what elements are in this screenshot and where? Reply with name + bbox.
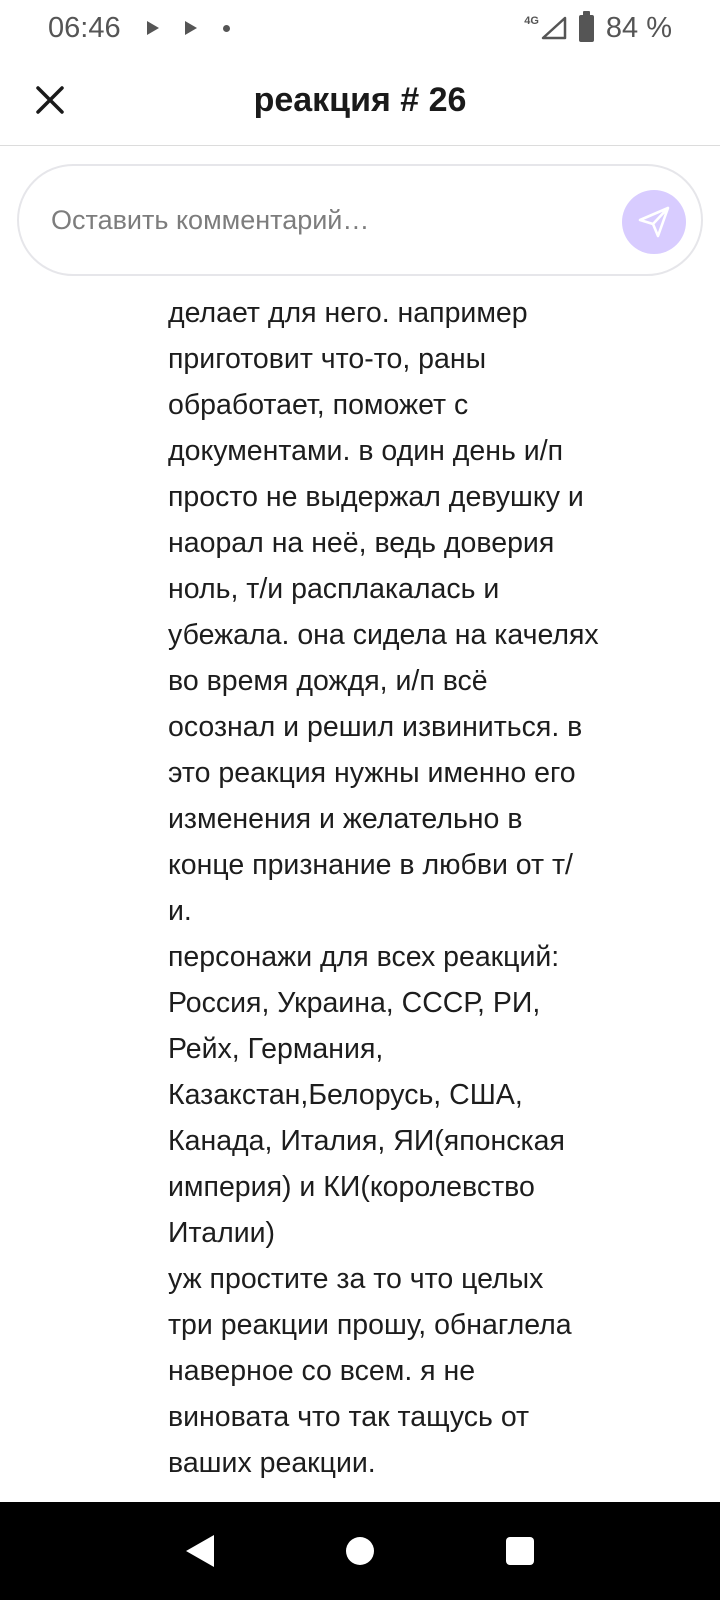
- battery-icon: [579, 15, 594, 42]
- text-line: империя) и КИ(королевство: [168, 1171, 535, 1203]
- comment-box: [17, 164, 703, 276]
- play-notification-icon: [185, 21, 197, 35]
- text-line: осознал и решил извиниться. в: [168, 711, 583, 743]
- text-line: приготовит что-то, раны: [168, 343, 487, 375]
- text-line: изменения и желательно в: [168, 803, 523, 835]
- back-triangle-icon[interactable]: [186, 1535, 214, 1567]
- send-button[interactable]: [622, 190, 686, 254]
- more-notifications-dot-icon: [223, 25, 230, 32]
- text-line: персонажи для всех реакций:: [168, 941, 560, 973]
- home-circle-icon[interactable]: [346, 1537, 374, 1565]
- navigation-bar: [0, 1502, 720, 1600]
- status-bar: [0, 0, 720, 56]
- reaction-text: [168, 290, 628, 1486]
- close-button[interactable]: [26, 76, 74, 124]
- text-line: это реакция нужны именно его: [168, 757, 576, 789]
- recents-square-icon[interactable]: [506, 1537, 534, 1565]
- text-line: Италии): [168, 1217, 276, 1249]
- text-line: ваших реакции.: [168, 1447, 376, 1479]
- text-line: убежала. она сидела на качелях: [168, 619, 599, 651]
- status-left: [48, 12, 230, 45]
- close-icon: [34, 84, 66, 116]
- app-header: [0, 56, 720, 146]
- comment-input[interactable]: [49, 204, 593, 237]
- status-time: 06:46: [48, 11, 121, 44]
- text-line: Рейх, Германия,: [168, 1033, 384, 1065]
- play-notification-icon: [147, 21, 159, 35]
- text-line: документами. в один день и/п: [168, 435, 564, 467]
- text-line: виновата что так тащусь от: [168, 1401, 530, 1433]
- text-line: обработает, поможет с: [168, 389, 469, 421]
- send-icon: [636, 204, 672, 240]
- text-line: делает для него. например: [168, 297, 528, 329]
- status-right: [524, 12, 672, 45]
- text-line: просто не выдержал девушку и: [168, 481, 584, 513]
- signal-icon: [541, 16, 567, 40]
- text-line: конце признание в любви от т/: [168, 849, 573, 881]
- battery-level: 84 %: [605, 11, 672, 44]
- text-line: наверное со всем. я не: [168, 1355, 476, 1387]
- text-line: Канада, Италия, ЯИ(японская: [168, 1125, 565, 1157]
- text-line: и.: [168, 895, 192, 927]
- text-line: ноль, т/и расплакалась и: [168, 573, 500, 605]
- network-type: 4G: [524, 15, 539, 27]
- page-title: реакция # 26: [253, 81, 467, 119]
- text-line: уж простите за то что целых: [168, 1263, 544, 1295]
- text-line: Казакстан,Белорусь, США,: [168, 1079, 523, 1111]
- text-line: три реакции прошу, обнаглела: [168, 1309, 572, 1341]
- text-line: Россия, Украина, СССР, РИ,: [168, 987, 541, 1019]
- text-line: во время дождя, и/п всё: [168, 665, 488, 697]
- text-line: наорал на неё, ведь доверия: [168, 527, 555, 559]
